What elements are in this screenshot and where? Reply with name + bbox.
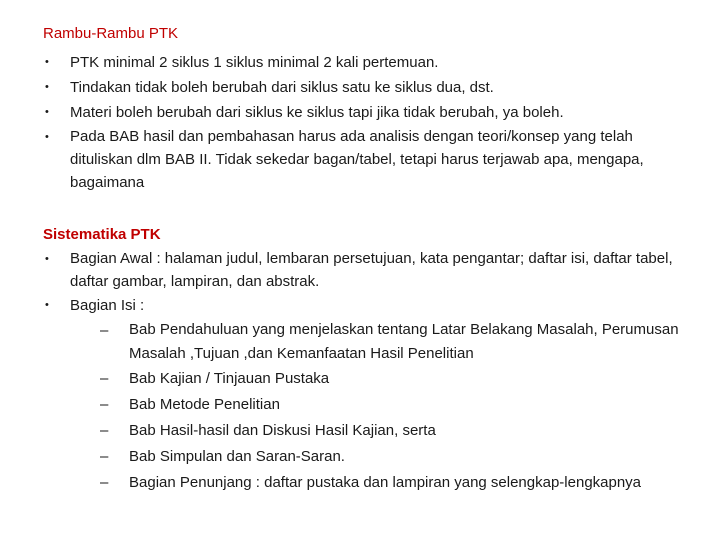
- sub-list-item: [70, 318, 693, 366]
- dash-icon: –: [100, 474, 109, 491]
- dash-icon: –: [100, 322, 109, 339]
- bullet-icon: •: [45, 253, 49, 265]
- bullet-icon: •: [45, 299, 49, 311]
- bagian-isi-sublist: [70, 318, 693, 496]
- bullet-icon: •: [45, 56, 49, 68]
- dash-icon: –: [100, 370, 109, 387]
- sub-list-item: [70, 392, 693, 418]
- list-item: [43, 50, 693, 75]
- rambu-list: [43, 50, 693, 194]
- bullet-icon: •: [45, 131, 49, 143]
- list-item-text: Pada BAB hasil dan pembahasan harus ada analisis dengan teori/konsep yang telah dituliskan dlm BAB II. Tidak sekedar bagan/tabel, tetapi harus terjawab apa, mengapa, bagaimana: [70, 128, 644, 191]
- dash-icon: –: [100, 422, 109, 439]
- sub-list-item-text: Bab Hasil-hasil dan Diskusi Hasil Kajian, serta: [129, 422, 436, 439]
- sub-list-item-text: Bab Metode Penelitian: [129, 396, 280, 413]
- sub-list-item-text: Bab Simpulan dan Saran-Saran.: [129, 448, 345, 465]
- sub-list-item-text: Bab Kajian / Tinjauan Pustaka: [129, 370, 330, 387]
- sub-list-item: [70, 418, 693, 444]
- sub-list-item: [70, 444, 693, 470]
- sub-list-item: [70, 470, 693, 496]
- sub-list-item: [70, 366, 693, 392]
- section-title-sistematika: Sistematika PTK: [43, 226, 161, 243]
- list-item: [43, 125, 693, 194]
- list-item-text: PTK minimal 2 siklus 1 siklus minimal 2 kali pertemuan.: [70, 54, 439, 71]
- dash-icon: –: [100, 448, 109, 465]
- list-item: [43, 247, 693, 293]
- sub-list-item-text: Bab Pendahuluan yang menjelaskan tentang Latar Belakang Masalah, Perumusan Masalah ,Tujuan ,dan Kemanfaatan Hasil Penelitian: [129, 321, 679, 362]
- list-item-text: Bagian Awal : halaman judul, lembaran persetujuan, kata pengantar; daftar isi, daftar tabel, daftar gambar, lampiran, dan abstrak.: [70, 250, 673, 290]
- list-item: [43, 293, 693, 496]
- list-item: [43, 100, 693, 125]
- dash-icon: –: [100, 396, 109, 413]
- list-item-text: Tindakan tidak boleh berubah dari siklus satu ke siklus dua, dst.: [70, 79, 494, 96]
- sub-list-item-text: Bagian Penunjang : daftar pustaka dan lampiran yang selengkap-lengkapnya: [129, 474, 642, 491]
- section-title-rambu: Rambu-Rambu PTK: [43, 25, 179, 42]
- bullet-icon: •: [45, 106, 49, 118]
- list-item-text: Materi boleh berubah dari siklus ke siklus tapi jika tidak berubah, ya boleh.: [70, 104, 564, 121]
- bullet-icon: •: [45, 81, 49, 93]
- list-item-text: Bagian Isi :: [70, 297, 145, 314]
- list-item: [43, 75, 693, 100]
- sistematika-list: [43, 247, 693, 496]
